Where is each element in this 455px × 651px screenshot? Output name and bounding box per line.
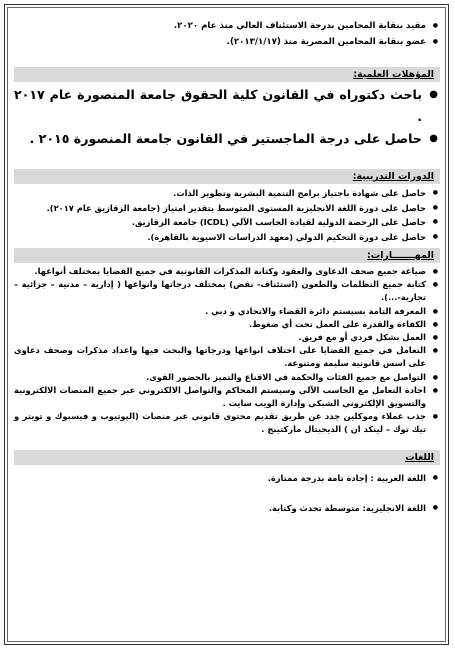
list-item: ● حاصل على الرخصة الدولية لقيادة الحاسب الآلي (ICDL) جامعة الزقازيق. — [14, 215, 440, 230]
list-item: ● حاصل على دورة اللغة الانجليزية المستوى المتوسط بتقدير امتياز (جامعة الزقازيق عام ٢٠١٧). — [14, 201, 440, 216]
list-item: ● حاصل على درجة الماجستير في القانون جامعة المنصورة ٢٠١٥ . — [14, 128, 440, 150]
list-item: ● التعامل في جميع القضايا على اختلاف انواعها ودرجاتها والبحث فيها واعداد مذكرات وصحف دعاوى على اسس قانونية سليمة ومتنوعة. — [14, 344, 440, 370]
list-item: ● التواصل مع جميع الفئات والحكمة في الاقناع والتميز بالحضور القوى. — [14, 371, 440, 384]
list-item: ● حاصل على دورة التحكيم الدولي (معهد الدراسات الاسيوية بالقاهرة). — [14, 230, 440, 245]
list-item: ● جذب عملاء وموكلين جدد عن طريق تقديم محتوى قانوني عبر منصات (اليوتيوب و فيسبوك و تويتر و تيك توك – لينكد ان ) الديجيتال ماركتينج . — [14, 410, 440, 436]
membership-list — [14, 18, 440, 50]
list-item: ● اجادة التعامل مع الحاسب الآلي وسيستم المحاكم والتواصل الالكتروني عبر جميع المنصات الالكترونية والتسويق الإلكتروني الشبكي وإدارة الويب سايت . — [14, 384, 440, 410]
list-item: ● الكفاءة والقدرة على العمل تحت أي ضغوط. — [14, 318, 440, 331]
list-item: ● مقيد بنقابة المحامين بدرجة الاستئناف العالي منذ عام ٢٠٢٠. — [14, 18, 440, 34]
languages-list — [14, 471, 440, 515]
list-item: ● حاصل على شهادة باجتياز برامج التنمية البشرية وتطوير الذات. — [14, 186, 440, 201]
courses-list — [14, 186, 440, 244]
qualifications-list — [14, 84, 440, 150]
cv-page — [14, 18, 440, 515]
section-heading-languages: اللغات — [14, 450, 440, 465]
skills-list — [14, 265, 440, 437]
list-item: ● العمل بشكل فردي أو مع فريق. — [14, 331, 440, 344]
list-item: ● المعرفة التامة بسيستم دائرة القضاء والاتحادي و دبي . — [14, 305, 440, 318]
section-heading-qualifications: المؤهلات العلمية: — [14, 67, 440, 82]
list-item: ● اللغة العربية : إجادة تامة بدرجة ممتازة. — [14, 471, 440, 485]
list-item: ● عضو بنقابة المحامين المصرية منذ (٢٠١٣/١/١٧). — [14, 34, 440, 50]
list-item: ● كتابة جميع التظلمات والطعون (استئناف- نقض) بمختلف درجاتها وانواعها ( إدارية – مدنية – جزائية – تجارية-...). — [14, 278, 440, 304]
section-heading-courses: الدورات التدريبية: — [14, 169, 440, 184]
list-item: ● اللغة الانجليزية: متوسطة تحدث وكتابة. — [14, 501, 440, 515]
list-item: ● باحث دكتوراه في القانون كلية الحقوق جامعة المنصورة عام ٢٠١٧ . — [14, 84, 440, 128]
section-heading-skills: المهـــــــارات: — [14, 248, 440, 263]
list-item: ● صياغة جميع صحف الدعاوى والعقود وكتابة المذكرات القانونية في جميع القضايا بمختلف أنواعها. — [14, 265, 440, 278]
